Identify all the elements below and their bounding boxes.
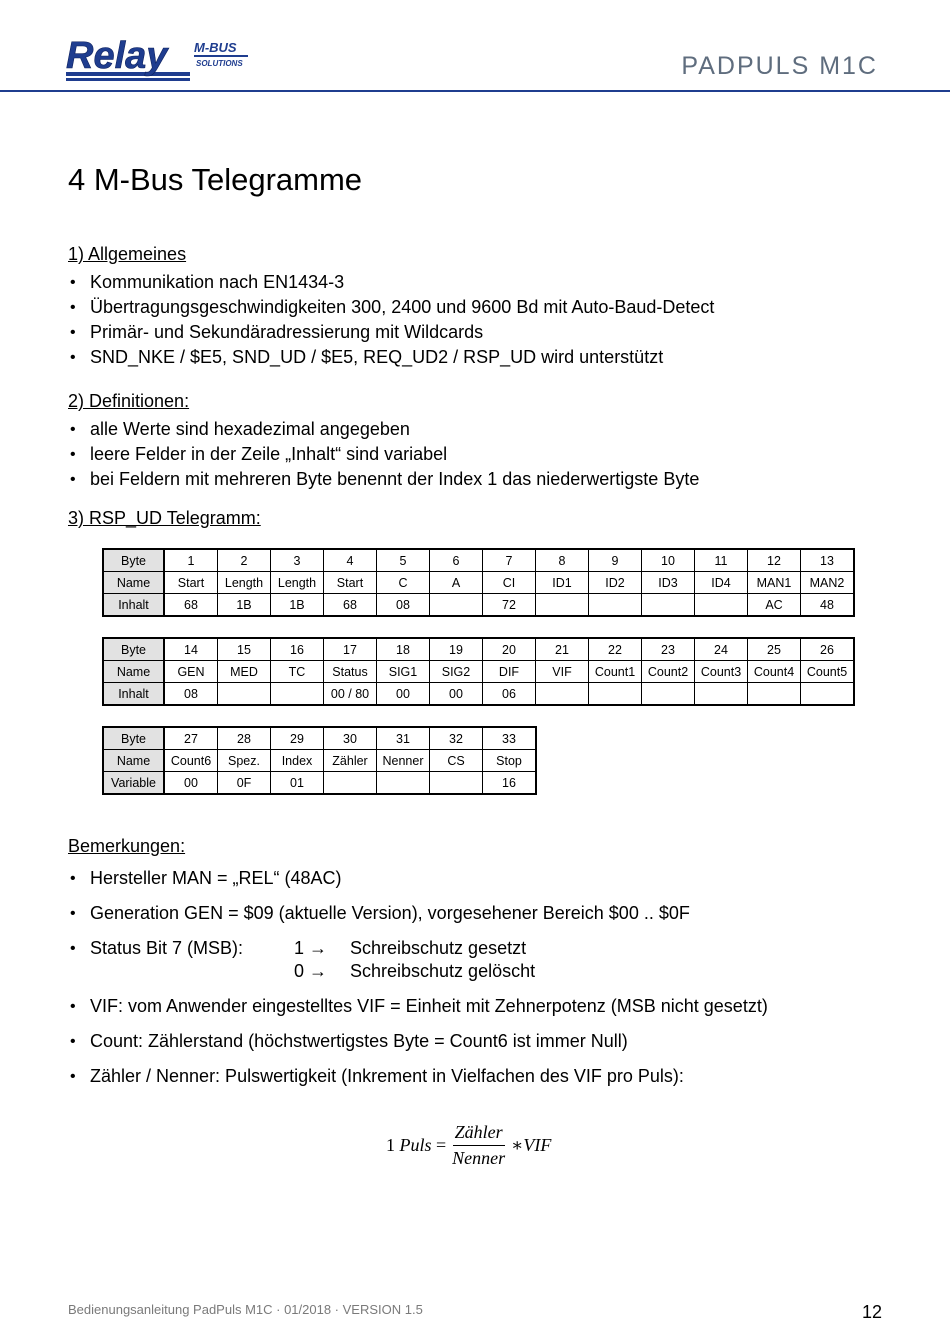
table-cell: 21 [536,638,589,661]
table-cell: TC [271,661,324,683]
table-cell: SIG2 [430,661,483,683]
table-cell: Length [218,572,271,594]
table-cell [642,683,695,706]
table-cell: Count2 [642,661,695,683]
table-cell: MAN1 [748,572,801,594]
table-cell: 08 [377,594,430,617]
table-cell [695,683,748,706]
table-cell: Start [164,572,218,594]
table-cell: 26 [801,638,855,661]
table-cell: 28 [218,727,271,750]
row-header: Name [103,750,164,772]
table-cell [271,683,324,706]
table-cell: 1B [271,594,324,617]
table-row [103,683,854,706]
table-cell: 00 [430,683,483,706]
section-heading-remarks: Bemerkungen: [68,836,186,856]
list-item-status [68,937,868,983]
table-cell: 01 [271,772,324,795]
table-cell [695,594,748,617]
table-cell: GEN [164,661,218,683]
table-cell: 00 [377,683,430,706]
formula-lhs-unit: Puls [399,1135,432,1155]
table-cell: 27 [164,727,218,750]
table-cell: 24 [695,638,748,661]
table-cell: 6 [430,549,483,572]
table-cell [589,594,642,617]
table-cell: MAN2 [801,572,855,594]
table-cell: Spez. [218,750,271,772]
table-cell [430,594,483,617]
table-cell: 3 [271,549,324,572]
row-header: Variable [103,772,164,795]
row-header: Byte [103,638,164,661]
table-cell: Count4 [748,661,801,683]
table-cell: 29 [271,727,324,750]
table-cell [589,683,642,706]
table-cell: ID1 [536,572,589,594]
product-name: PADPULS M1C [681,52,878,80]
table-cell [801,683,855,706]
table-cell [536,594,589,617]
table-cell: 33 [483,727,537,750]
page-title: 4 M-Bus Telegramme [68,162,363,197]
table-row [103,727,536,750]
table-cell: 1 [164,549,218,572]
section-heading-general: 1) Allgemeines [68,244,187,264]
pulse-formula [386,1122,551,1169]
remarks-list [68,867,868,1100]
table-cell: CI [483,572,536,594]
table-cell: Stop [483,750,537,772]
definitions-list [68,417,699,492]
status-line-1 [90,937,868,960]
table-cell [218,683,271,706]
table-cell: 20 [483,638,536,661]
list-item: • VIF: vom Anwender eingestelltes VIF = Einheit mit Zehnerpotenz (MSB nicht gesetzt) [68,995,868,1018]
formula-numerator: Zähler [453,1122,505,1146]
status-label: • Status Bit 7 (MSB): [90,938,244,958]
table-cell: ID3 [642,572,695,594]
table-cell: DIF [483,661,536,683]
formula-times: ∗ [511,1135,524,1155]
table-cell: 5 [377,549,430,572]
table-cell: 00 / 80 [324,683,377,706]
table-cell: 11 [695,549,748,572]
table-cell: 30 [324,727,377,750]
logo-solutions: SOLUTIONS [196,59,243,68]
table-cell: 68 [324,594,377,617]
table-cell: C [377,572,430,594]
table-cell: 23 [642,638,695,661]
table-cell: ID2 [589,572,642,594]
row-header: Name [103,661,164,683]
table-cell: 12 [748,549,801,572]
table-cell [642,594,695,617]
table-cell: 22 [589,638,642,661]
section-heading-definitions: 2) Definitionen: [68,391,190,411]
telegram-table-3 [102,726,537,795]
status-0-value: 0 → [294,961,328,981]
row-header: Inhalt [103,594,164,617]
table-cell: A [430,572,483,594]
table-cell: SIG1 [377,661,430,683]
table-cell: 68 [164,594,218,617]
table-cell: MED [218,661,271,683]
table-cell: 18 [377,638,430,661]
status-1-value: 1 → [294,938,328,958]
table-row [103,549,854,572]
formula-denominator: Nenner [452,1148,506,1168]
list-item: • leere Felder in der Zeile „Inhalt“ sind variabel [68,442,699,467]
row-header: Byte [103,549,164,572]
table-cell: 14 [164,638,218,661]
list-item: • Count: Zählerstand (höchstwertigstes Byte = Count6 ist immer Null) [68,1030,868,1053]
table-cell: 08 [164,683,218,706]
telegram-table-1 [102,548,855,617]
list-item: • Generation GEN = $09 (aktuelle Version), vorgesehener Bereich $00 .. $0F [68,902,868,925]
list-item: • alle Werte sind hexadezimal angegeben [68,417,699,442]
relay-logo [64,34,254,86]
table-cell: Count5 [801,661,855,683]
status-line-0 [90,960,868,983]
telegram-table-2 [102,637,855,706]
table-cell: VIF [536,661,589,683]
table-cell: 1B [218,594,271,617]
table-row [103,572,854,594]
status-1-text: Schreibschutz gesetzt [350,938,527,958]
table-row [103,638,854,661]
table-cell: Status [324,661,377,683]
table-cell: 32 [430,727,483,750]
row-header: Inhalt [103,683,164,706]
row-header: Byte [103,727,164,750]
table-row [103,772,536,795]
table-cell: Count1 [589,661,642,683]
table-cell: CS [430,750,483,772]
table-cell: 25 [748,638,801,661]
formula-lhs-number: 1 [386,1135,395,1155]
table-cell: Zähler [324,750,377,772]
table-cell [377,772,430,795]
footer-text: Bedienungsanleitung PadPuls M1C · 01/2018 · VERSION 1.5 [68,1302,423,1317]
page-number: 12 [861,1302,882,1322]
table-cell: AC [748,594,801,617]
list-item: • Kommunikation nach EN1434-3 [68,270,714,295]
table-cell: 00 [164,772,218,795]
table-cell: Start [324,572,377,594]
table-cell: 13 [801,549,855,572]
logo-wordmark: Relay [66,35,168,77]
table-cell: 15 [218,638,271,661]
table-cell: 10 [642,549,695,572]
table-cell: 16 [483,772,537,795]
formula-equals: = [436,1135,447,1155]
section-heading-telegram: 3) RSP_UD Telegramm: [68,508,261,528]
row-header: Name [103,572,164,594]
table-cell: 7 [483,549,536,572]
table-cell: Count6 [164,750,218,772]
table-cell [324,772,377,795]
list-item: • Zähler / Nenner: Pulswertigkeit (Inkrement in Vielfachen des VIF pro Puls): [68,1065,868,1088]
table-cell: 9 [589,549,642,572]
table-cell [430,772,483,795]
table-cell: 72 [483,594,536,617]
formula-rhs: VIF [523,1135,552,1155]
table-cell: Index [271,750,324,772]
table-cell: 0F [218,772,271,795]
table-cell: Count3 [695,661,748,683]
table-cell [536,683,589,706]
list-item: • Hersteller MAN = „REL“ (48AC) [68,867,868,890]
table-cell: 8 [536,549,589,572]
table-cell: Length [271,572,324,594]
table-cell: 17 [324,638,377,661]
table-cell: 19 [430,638,483,661]
table-cell [748,683,801,706]
list-item: • Übertragungsgeschwindigkeiten 300, 2400 und 9600 Bd mit Auto-Baud-Detect [68,295,714,320]
table-cell: Nenner [377,750,430,772]
header-rule [0,90,950,92]
list-item: • bei Feldern mit mehreren Byte benennt der Index 1 das niederwertigste Byte [68,467,699,492]
table-row [103,750,536,772]
table-cell: 31 [377,727,430,750]
formula-fraction [450,1122,507,1169]
list-item: • SND_NKE / $E5, SND_UD / $E5, REQ_UD2 / RSP_UD wird unterstützt [68,345,714,370]
table-cell: ID4 [695,572,748,594]
general-list [68,270,714,370]
table-cell: 16 [271,638,324,661]
status-0-text: Schreibschutz gelöscht [350,961,536,981]
table-row [103,594,854,617]
logo-mbus: M-BUS [194,40,237,55]
table-cell: 2 [218,549,271,572]
table-cell: 4 [324,549,377,572]
list-item: • Primär- und Sekundäradressierung mit Wildcards [68,320,714,345]
table-cell: 06 [483,683,536,706]
table-row [103,661,854,683]
table-cell: 48 [801,594,855,617]
